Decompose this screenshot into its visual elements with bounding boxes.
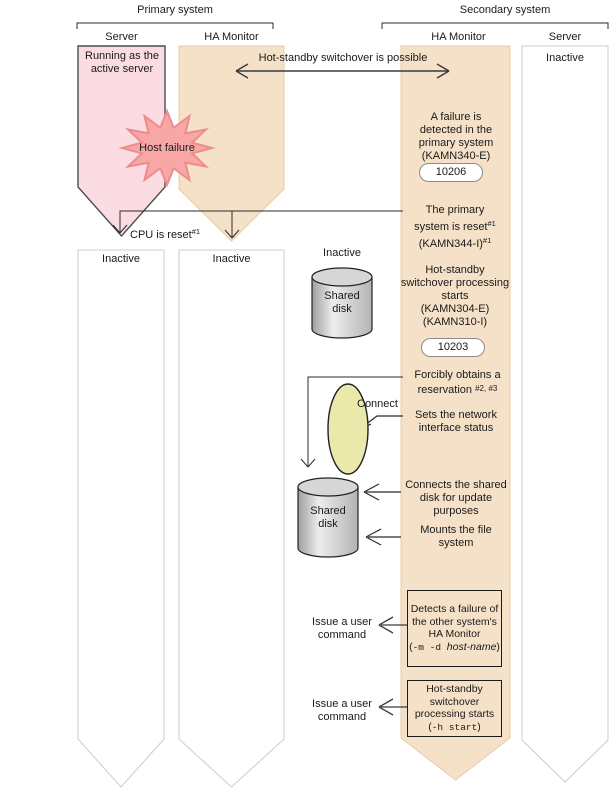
connects-shared-line1: Connects the shared bbox=[405, 479, 507, 491]
forcibly-note: #2, #3 bbox=[475, 384, 498, 393]
sets-network-line1: Sets the network bbox=[415, 409, 497, 421]
hs-processing-text bbox=[399, 264, 511, 329]
secondary-system-bracket bbox=[382, 23, 608, 29]
detect-box-line1: Detects a failure of bbox=[410, 603, 499, 615]
inactive-primary-ha-label: Inactive bbox=[212, 253, 251, 265]
issue-user-command-2: Issue a user command bbox=[312, 698, 372, 723]
primary-reset-note2: #1 bbox=[482, 236, 492, 245]
inactive-secondary-server-label: Inactive bbox=[546, 52, 584, 64]
primary-system-title: Primary system bbox=[137, 4, 213, 16]
connect-label: Connect bbox=[357, 398, 398, 410]
running-active-label: Running as the active server bbox=[85, 50, 159, 75]
primary-reset-line1: The primary bbox=[425, 204, 485, 216]
secondary-system-title: Secondary system bbox=[459, 4, 551, 16]
connects-shared-line3: purposes bbox=[433, 505, 479, 517]
detect-box-line2: the other system's bbox=[412, 615, 497, 628]
detect-box-line3: HA Monitor bbox=[428, 628, 481, 640]
failure-detected-line1: A failure is bbox=[430, 111, 482, 123]
secondary-server-header: Server bbox=[548, 31, 582, 43]
host-failure-label: Host failure bbox=[139, 142, 195, 154]
mounts-fs-text bbox=[404, 524, 508, 550]
connects-shared-line2: disk for update bbox=[419, 492, 493, 504]
issue-user-command-1: Issue a user command bbox=[312, 616, 372, 641]
forcibly-line1: Forcibly obtains a bbox=[414, 369, 501, 381]
switchover-possible-label: Hot-standby switchover is possible bbox=[258, 52, 428, 64]
start-box-line4: (-h start) bbox=[428, 720, 481, 733]
hs-processing-line1: Hot-standby bbox=[425, 264, 485, 276]
code-10206-pill: 10206 bbox=[419, 163, 483, 182]
primary-reset-text bbox=[402, 204, 508, 251]
mounts-fs-line2: system bbox=[438, 537, 474, 549]
secondary-ha-header: HA Monitor bbox=[431, 31, 486, 43]
forcibly-line2: reservation bbox=[417, 384, 473, 396]
cpu-reset-text: CPU is reset bbox=[130, 229, 192, 241]
code-10203-pill: 10203 bbox=[421, 338, 485, 357]
secondary-server-flow bbox=[522, 46, 608, 782]
connects-disk-arrow bbox=[364, 484, 401, 500]
primary-reset-line3: (KAMN344-I) bbox=[418, 238, 483, 250]
hs-processing-line2: switchover processing bbox=[400, 277, 510, 289]
hs-processing-line5: (KAMN310-I) bbox=[422, 316, 488, 328]
sets-network-line2: interface status bbox=[418, 422, 494, 434]
shared-disk-bottom-label: Shared disk bbox=[310, 505, 346, 530]
mounts-fs-line1: Mounts the file bbox=[420, 524, 492, 536]
cpu-reset-label bbox=[130, 225, 250, 242]
hs-processing-line3: starts bbox=[441, 290, 469, 302]
shared-disk-top-label: Shared disk bbox=[324, 290, 360, 315]
detect-failure-command-box bbox=[407, 590, 502, 667]
primary-ha-header: HA Monitor bbox=[204, 31, 259, 43]
inactive-shared-disk-label: Inactive bbox=[323, 247, 361, 259]
failure-detected-text bbox=[405, 111, 507, 163]
connects-shared-text bbox=[404, 479, 508, 518]
primary-ha-inactive-flow bbox=[179, 250, 284, 787]
start-box-line2: switchover bbox=[429, 695, 480, 708]
primary-reset-note1: #1 bbox=[487, 219, 496, 228]
start-box-line3: processing starts bbox=[414, 708, 495, 720]
failure-detected-line4: (KAMN340-E) bbox=[421, 150, 491, 162]
cpu-reset-note: #1 bbox=[191, 227, 201, 236]
hs-start-command-box bbox=[407, 680, 502, 737]
mounts-fs-arrow bbox=[366, 529, 401, 545]
primary-reset-line2: system is reset bbox=[414, 221, 488, 233]
forcibly-obtains-text bbox=[405, 369, 510, 397]
inactive-primary-server-label: Inactive bbox=[102, 253, 140, 265]
sets-network-text bbox=[405, 409, 507, 435]
primary-system-bracket bbox=[77, 23, 273, 29]
failure-detected-line3: primary system bbox=[418, 137, 494, 149]
primary-server-inactive-flow bbox=[78, 250, 164, 787]
failure-detected-line2: detected in the bbox=[419, 124, 493, 136]
primary-server-header: Server bbox=[105, 31, 138, 43]
hs-processing-line4: (KAMN304-E) bbox=[420, 303, 490, 315]
detect-box-line4: (-m -d host-name) bbox=[409, 640, 500, 653]
start-box-line1: Hot-standby bbox=[426, 683, 483, 695]
